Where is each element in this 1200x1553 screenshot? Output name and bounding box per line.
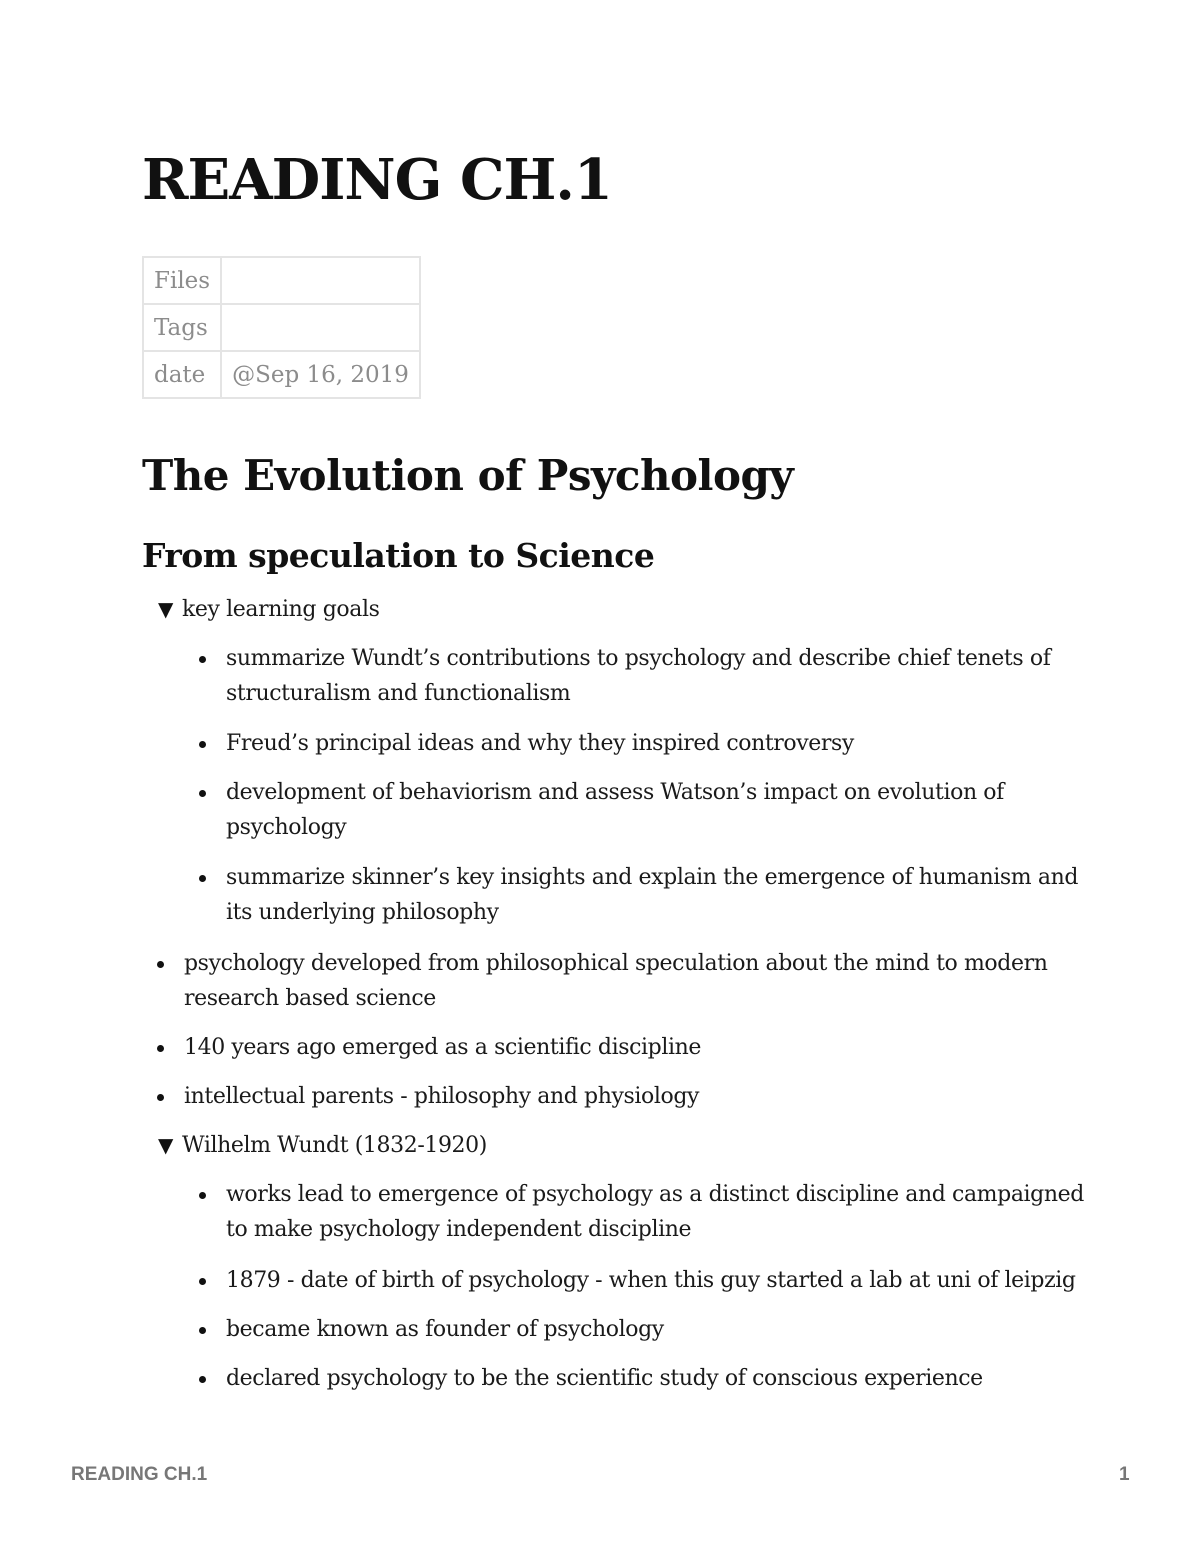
toggle-label: key learning goals [182,597,380,622]
bullet-icon [157,1094,164,1101]
list-item-text: research based science [184,986,436,1011]
bullet-icon [157,1045,164,1052]
property-row [143,351,420,398]
list-item-text: psychology [226,815,347,840]
toggle-triangle-icon[interactable]: ▼ [158,597,174,621]
subsection-heading: From speculation to Science [142,536,655,575]
bullet-icon [199,1278,206,1285]
property-key: Tags [143,304,221,351]
list-item-text: works lead to emergence of psychology as a distinct discipline and campaigned [226,1182,1084,1207]
property-value[interactable] [221,304,420,351]
toggle-triangle-icon[interactable]: ▼ [158,1133,174,1157]
list-item-text: 1879 - date of birth of psychology - when this guy started a lab at uni of leipzig [226,1268,1076,1293]
list-item-text: to make psychology independent discipline [226,1217,692,1242]
list-item-text: development of behaviorism and assess Watson’s impact on evolution of [226,780,1004,805]
bullet-icon [199,1376,206,1383]
page-number: 1 [1119,1464,1130,1485]
list-item-text: summarize skinner’s key insights and explain the emergence of humanism and [226,865,1079,890]
property-key: date [143,351,221,398]
section-heading: The Evolution of Psychology [142,451,794,500]
bullet-icon [199,790,206,797]
list-item-text: structuralism and functionalism [226,681,571,706]
bullet-icon [157,961,164,968]
list-item-text: Freud’s principal ideas and why they inspired controversy [226,731,854,756]
page-title: READING CH.1 [142,147,612,213]
footer-title: READING CH.1 [71,1464,208,1485]
bullet-icon [199,741,206,748]
property-key: Files [143,257,221,304]
list-item-text: its underlying philosophy [226,900,499,925]
property-value[interactable]: @Sep 16, 2019 [221,351,420,398]
bullet-icon [199,1192,206,1199]
toggle-label: Wilhelm Wundt (1832-1920) [182,1133,487,1158]
list-item-text: 140 years ago emerged as a scientific discipline [184,1035,702,1060]
property-row [143,304,420,351]
bullet-icon [199,875,206,882]
list-item-text: became known as founder of psychology [226,1317,664,1342]
bullet-icon [199,656,206,663]
property-row [143,257,420,304]
properties-table [142,256,421,399]
list-item-text: intellectual parents - philosophy and physiology [184,1084,700,1109]
property-value[interactable] [221,257,420,304]
list-item-text: summarize Wundt’s contributions to psychology and describe chief tenets of [226,646,1051,671]
list-item-text: declared psychology to be the scientific study of conscious experience [226,1366,983,1391]
bullet-icon [199,1327,206,1334]
list-item-text: psychology developed from philosophical speculation about the mind to modern [184,951,1048,976]
